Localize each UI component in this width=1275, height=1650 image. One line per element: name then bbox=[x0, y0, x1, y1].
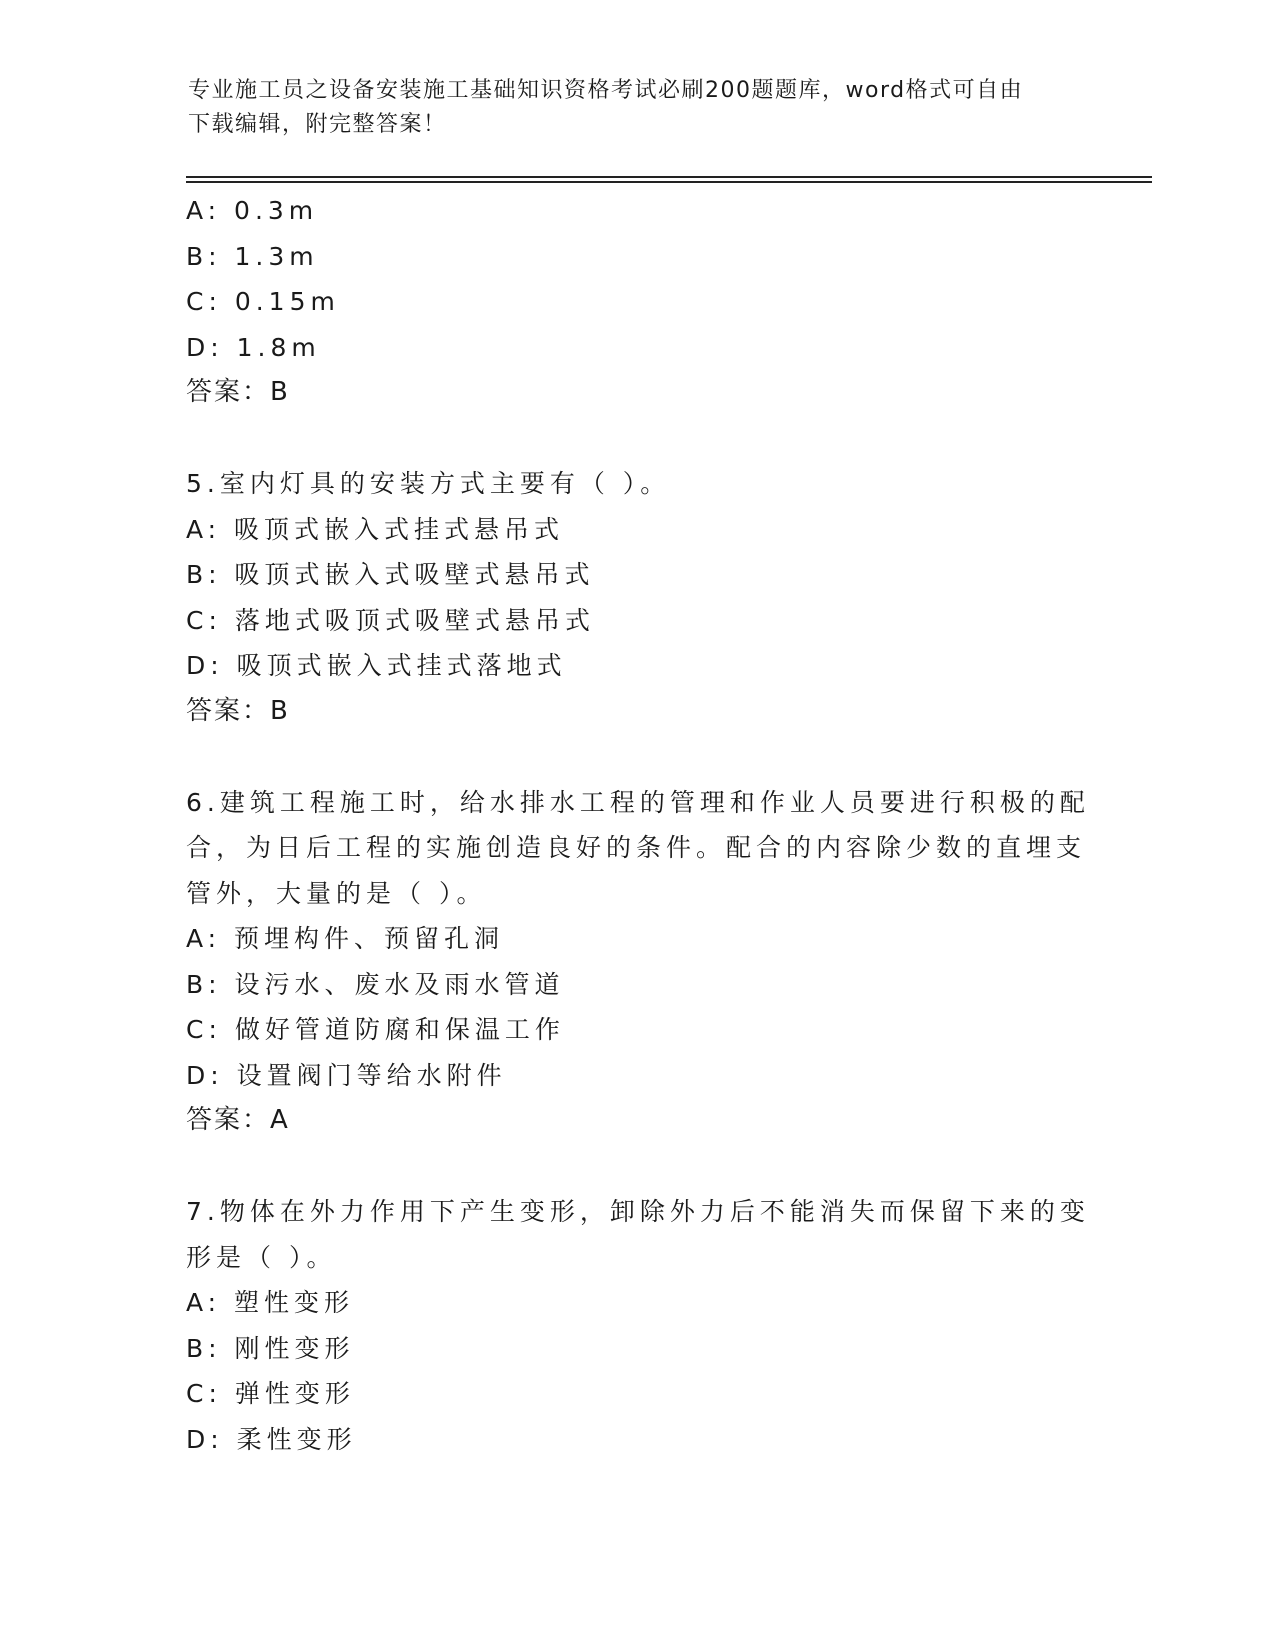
option-a: A: 0.3m bbox=[186, 196, 319, 225]
option-a: A: 预埋构件、预留孔洞 bbox=[186, 924, 505, 953]
option-a: A: 塑性变形 bbox=[186, 1288, 355, 1317]
option-c: C: 0.15m bbox=[186, 287, 340, 316]
option-d: D: 柔性变形 bbox=[186, 1424, 357, 1454]
option-b: B: 吸顶式嵌入式吸壁式悬吊式 bbox=[186, 560, 595, 589]
question-spacer bbox=[186, 416, 1066, 462]
option-b: B: 设污水、废水及雨水管道 bbox=[186, 969, 565, 999]
document-header bbox=[188, 74, 1068, 142]
question-text-line-2: 形是（ ）。 bbox=[186, 1242, 337, 1272]
question-text-line-3: 管外，大量的是（ ）。 bbox=[186, 878, 487, 908]
option-c: C: 做好管道防腐和保温工作 bbox=[186, 1015, 565, 1044]
question-7 bbox=[186, 1189, 1090, 1462]
option-b: B: 1.3m bbox=[186, 241, 319, 271]
answer-label: 答案： bbox=[186, 1105, 271, 1135]
question-spacer bbox=[186, 734, 1066, 780]
option-b: B: 刚性变形 bbox=[186, 1333, 355, 1363]
option-c: C: 弹性变形 bbox=[186, 1379, 355, 1408]
question-list bbox=[186, 188, 1090, 1462]
answer-row bbox=[186, 1098, 1066, 1144]
answer-row bbox=[186, 370, 1066, 416]
header-divider-bottom bbox=[186, 181, 1152, 183]
question-6 bbox=[186, 780, 1090, 1144]
answer-label: 答案： bbox=[186, 695, 271, 726]
answer-row bbox=[186, 689, 1066, 735]
question-spacer bbox=[186, 1144, 1066, 1190]
question-5 bbox=[186, 461, 1066, 734]
header-divider-top bbox=[186, 176, 1152, 178]
answer-label: 答案： bbox=[186, 377, 271, 407]
answer-value: B bbox=[270, 377, 289, 407]
option-d: D: 1.8m bbox=[186, 332, 321, 362]
question-text-line-2: 合，为日后工程的实施创造良好的条件。配合的内容除少数的直埋支 bbox=[186, 833, 1087, 862]
question-text-line-1: 6.建筑工程施工时，给水排水工程的管理和作业人员要进行积极的配 bbox=[186, 787, 1090, 817]
option-d: D: 吸顶式嵌入式挂式落地式 bbox=[186, 651, 567, 680]
option-a: A: 吸顶式嵌入式挂式悬吊式 bbox=[186, 514, 565, 544]
option-d: D: 设置阀门等给水附件 bbox=[186, 1060, 507, 1090]
option-c: C: 落地式吸顶式吸壁式悬吊式 bbox=[186, 605, 595, 635]
question-text-line-1: 7.物体在外力作用下产生变形，卸除外力后不能消失而保留下来的变 bbox=[186, 1197, 1090, 1226]
header-line-2: 下载编辑，附完整答案！ bbox=[188, 112, 447, 137]
header-line-1: 专业施工员之设备安装施工基础知识资格考试必刷200题题库，word格式可自由 bbox=[188, 78, 1024, 103]
question-text: 5.室内灯具的安装方式主要有（ ）。 bbox=[186, 469, 671, 498]
question-4 bbox=[186, 188, 1066, 416]
answer-value: B bbox=[270, 695, 289, 726]
answer-value: A bbox=[270, 1105, 289, 1135]
